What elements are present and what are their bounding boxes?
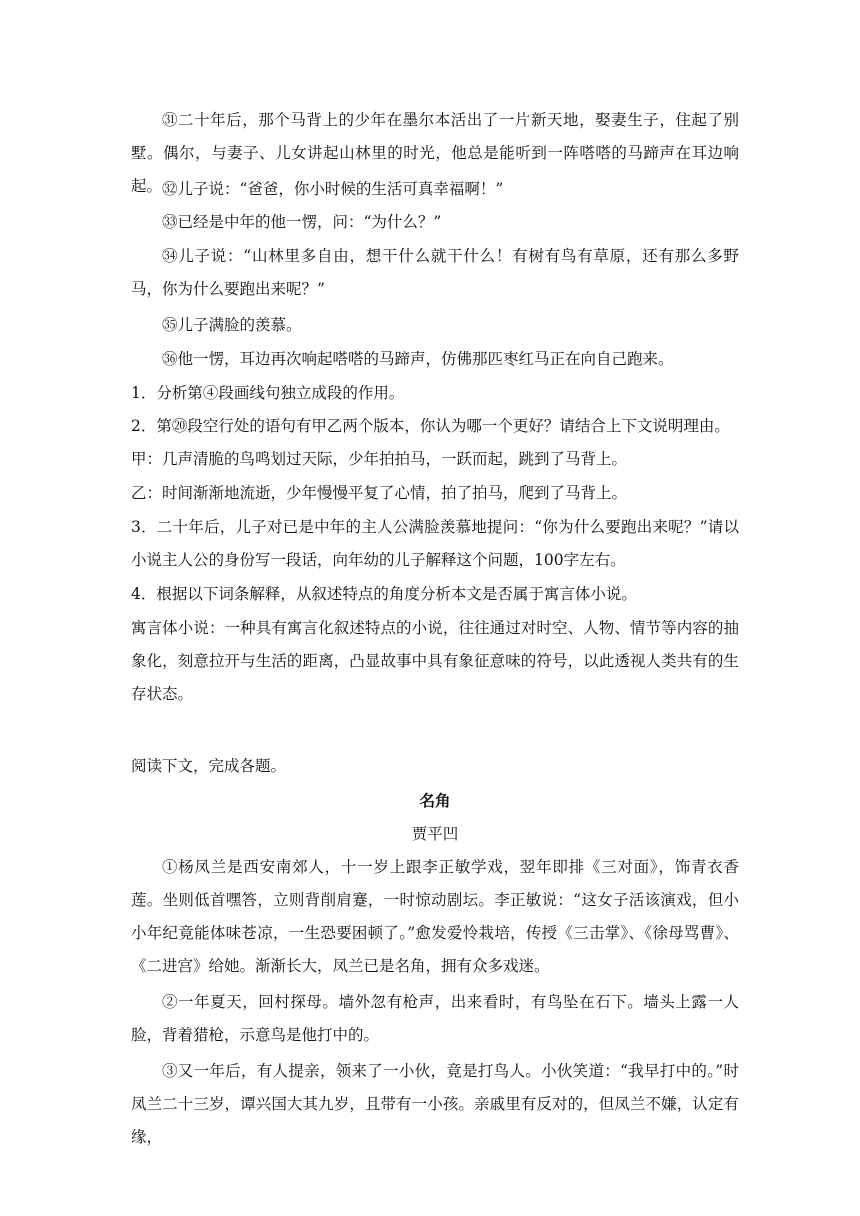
paragraph-36: ㊱他一愣，耳边再次响起嗒嗒的马蹄声，仿佛那匹枣红马正在向自己跑来。 xyxy=(162,350,674,368)
paragraph-34: ㉞儿子说：“山林里多自由，想干什么就干什么！有树有鸟有草原，还有那么多野马，你为什么要跑出来呢？” xyxy=(131,247,739,298)
question-4-definition: 寓言体小说：一种具有寓言化叙述特点的小说，往往通过对时空、人物、情节等内容的抽象化，刻意拉开与生活的距离，凸显故事中具有象征意味的符号，以此透视人类共有的生存状态。 xyxy=(131,619,739,703)
question-2-option-b: 乙：时间渐渐地流逝，少年慢慢平复了心情，拍了拍马，爬到了马背上。 xyxy=(131,484,628,502)
paragraph-33: ㉝已经是中年的他一愣，问：“为什么？” xyxy=(162,213,442,231)
story-paragraph-3: ③又一年后，有人提亲，领来了一小伙，竟是打鸟人。小伙笑道：“我早打中的。”时凤兰二十三岁，谭兴国大其九岁，且带有一小孩。亲戚里有反对的，但凤兰不嫌，认定有缘， xyxy=(131,1062,739,1146)
question-3: 3．二十年后，儿子对已是中年的主人公满脸羡慕地提问：“你为什么要跑出来呢？”请以小说主人公的身份写一段话，向年幼的儿子解释这个问题，100字左右。 xyxy=(131,518,739,569)
paragraph-35: ㉟儿子满脸的羡慕。 xyxy=(162,316,302,334)
question-1: 1．分析第④段画线句独立成段的作用。 xyxy=(131,384,405,402)
question-2-option-a: 甲：几声清脆的鸟鸣划过天际，少年拍拍马，一跃而起，跳到了马背上。 xyxy=(131,450,628,468)
story-paragraph-2: ②一年夏天，回村探母。墙外忽有枪声，出来看时，有鸟坠在石下。墙头上露一人脸，背着猎枪，示意鸟是他打中的。 xyxy=(131,993,739,1044)
story-paragraph-1: ①杨凤兰是西安南郊人，十一岁上跟李正敏学戏，翌年即排《三对面》，饰青衣香莲。坐则低首嘿答，立则背削肩蹇，一时惊动剧坛。李正敏说：“这女子活该演戏，但小小年纪竟能体味苍凉，一生恐要困顿了。”愈发爱怜栽培，传授《三击掌》、《徐母骂曹》、《二进宫》给她。渐渐长大，凤兰已是名角，拥有众多戏迷。 xyxy=(131,858,739,975)
paragraph-31: ㉛二十年后，那个马背上的少年在墨尔本活出了一片新天地，娶妻生子，住起了别墅。偶尔，与妻子、儿女讲起山林里的时光，他总是能听到一阵嗒嗒的马蹄声在耳边响起。 xyxy=(131,111,739,195)
story-title: 名角 xyxy=(419,791,451,810)
question-2: 2．第⑳段空行处的语句有甲乙两个版本，你认为哪一个更好？请结合上下文说明理由。 xyxy=(131,417,730,435)
story-author: 贾平凹 xyxy=(411,825,459,843)
question-4: 4．根据以下词条解释，从叙述特点的角度分析本文是否属于寓言体小说。 xyxy=(131,585,637,603)
paragraph-32: ㉜儿子说：“爸爸，你小时候的生活可真幸福啊！” xyxy=(162,180,504,198)
reading-instruction: 阅读下文，完成各题。 xyxy=(131,757,287,775)
